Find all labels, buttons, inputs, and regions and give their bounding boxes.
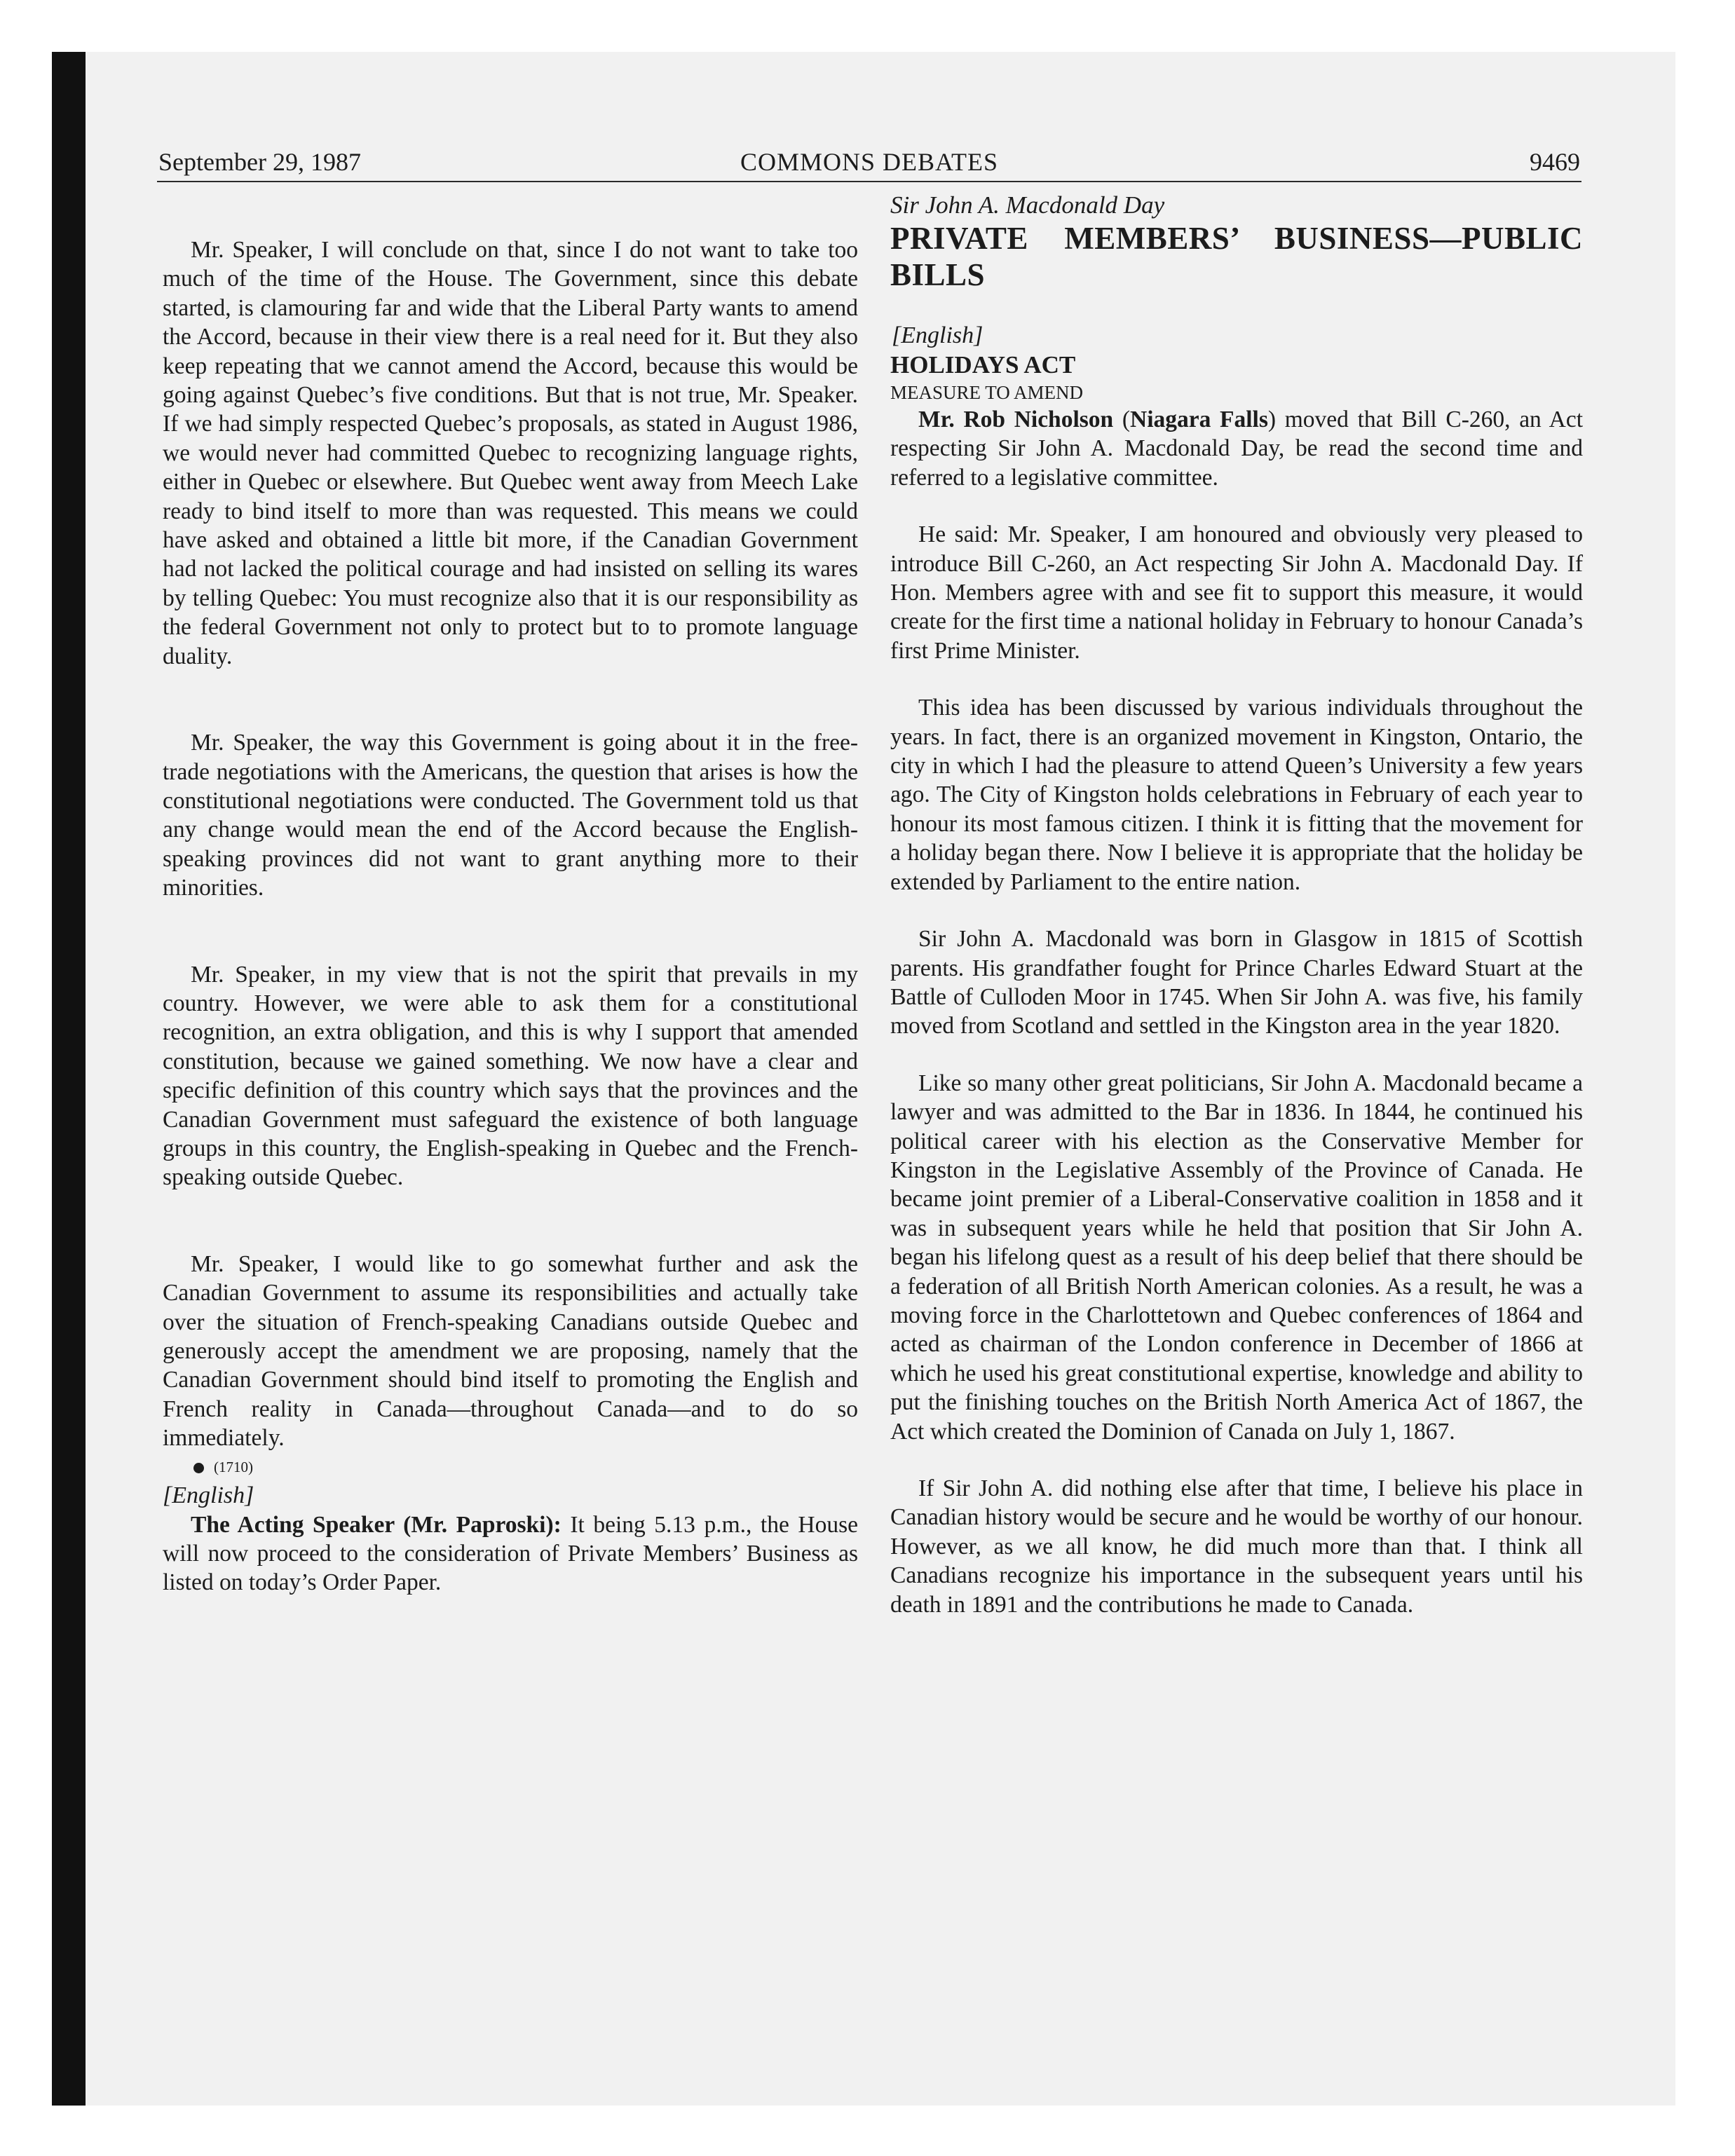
- language-tag: [English]: [892, 322, 984, 348]
- mover-name: Mr. Rob Nicholson: [918, 407, 1114, 432]
- paragraph: This idea has been discussed by various individuals throughout the years. In fact, there is an organized movement in Kingston, Ontario, the city in which I had the pleasure to attend Queen’s University a few years ago. The City of Kingston holds celebrations in February of each year to honour its most famous citizen. I think it is fitting that the movement for a holiday began there. Now I believe it is appropriate that the holiday be extended by Parliament to the entire nation.: [890, 695, 1583, 895]
- mover-riding: Niagara Falls: [1130, 407, 1268, 432]
- paragraph: He said: Mr. Speaker, I am honoured and obviously very pleased to introduce Bill C-260, an Act respecting Sir John A. Macdonald Day. If Hon. Members agree with and see fit to support this measure, it would create for the first time a national holiday in February to honour Canada’s first Prime Minister.: [890, 521, 1583, 664]
- paragraph: Like so many other great politicians, Sir John A. Macdonald became a lawyer and was admitted to the Bar in 1836. In 1844, he continued his political career with his election as the Conservative Member for Kingston in the Legislative Assembly of the Province of Canada. He became joint premier of a Liberal-Conservative coalition in 1858 and it was in subsequent years while he held that position that Sir John A. began his lifelong quest as a result of his deep belief that there should be a federation of all British North American colonies. As a result, he was a moving force in the Charlottetown and Quebec conferences of 1864 and acted as chairman of the London conference in December of 1866 at which he used his great constitutional expertise, knowledge and ability to put the finishing touches on the British North America Act of 1867, the Act which created the Dominion of Canada on July 1, 1867.: [890, 1070, 1583, 1445]
- left-column: [163, 191, 858, 1597]
- header-date: September 29, 1987: [158, 148, 361, 176]
- timestamp-marker: [163, 1453, 858, 1481]
- paragraph: Mr. Speaker, the way this Government is going about it in the free-trade negotiations with the Americans, the question that arises is how the constitutional negotiations were conducted. The Government told us that any change would mean the end of the Accord because the English-speaking provinces did not want to grant anything more to their minorities.: [163, 730, 858, 901]
- right-column: [890, 191, 1583, 1647]
- subject-heading: Sir John A. Macdonald Day: [890, 191, 1165, 219]
- speaker-name: The Acting Speaker (Mr. Paproski):: [191, 1511, 562, 1538]
- paragraph: Sir John A. Macdonald was born in Glasgow in 1815 of Scottish parents. His grandfather fought for Prince Charles Edward Stuart at the Battle of Culloden Moor in 1745. When Sir John A. was five, his family moved from Scotland and settled in the Kingston area in the year 1820.: [890, 926, 1583, 1039]
- section-title: PRIVATE MEMBERS’ BUSINESS—PUBLIC BILLS: [890, 221, 1583, 292]
- motion-paragraph: Mr. Rob Nicholson (Niagara Falls) moved that Bill C-260, an Act respecting Sir John A. Macdonald Day, be read the second time and referred to a legislative committee.: [890, 407, 1583, 491]
- speaker-paragraph: [163, 1510, 858, 1597]
- header-publication: COMMONS DEBATES: [740, 148, 999, 176]
- timestamp-text: (1710): [214, 1458, 253, 1475]
- scan-border: [52, 52, 86, 2106]
- paragraph: Mr. Speaker, I would like to go somewhat further and ask the Canadian Government to assume its responsibilities and actually take over the situation of French-speaking Canadians outside Quebec and generously accept the amendment we are proposing, namely that the Canadian Government should bind itself to promoting the English and French reality in Canada—throughout Canada—and to do so immediately.: [163, 1250, 858, 1452]
- speaker-text: It being 5.13 p.m., the House will now proceed to the consideration of Private Members’ Business as listed on today’s Order Paper.: [163, 1511, 858, 1596]
- language-tag: [English]: [163, 1482, 254, 1508]
- bullet-icon: [193, 1463, 204, 1473]
- paragraph: If Sir John A. did nothing else after that time, I believe his place in Canadian history would be secure and he would be worthy of our honour. However, as we all know, he did much more than that. I think all Canadians recognize his importance in the subsequent years until his death in 1891 and the contributions he made to Canada.: [890, 1475, 1583, 1618]
- motion-text: moved that Bill C-260, an Act respecting Sir John A. Macdonald Day, be read the second time and referred to a legislative committee.: [890, 407, 1583, 491]
- paragraph: Mr. Speaker, in my view that is not the spirit that prevails in my country. However, we were able to ask them for a constitutional recognition, an extra obligation, and this is why I support that amended constitution, because we gained something. We now have a clear and specific definition of this country which says that the provinces and the Canadian Government must safeguard the existence of both language groups in this country, the English-speaking in Quebec and the French-speaking outside Quebec.: [163, 961, 858, 1191]
- paragraph: Mr. Speaker, I will conclude on that, since I do not want to take too much of the time of the House. The Government, since this debate started, is clamouring far and wide that the Liberal Party wants to amend the Accord, because in their view there is a real need for it. But they also keep repeating that we cannot amend the Accord, because this would be going against Quebec’s five conditions. But that is not true, Mr. Speaker. If we had simply respected Quebec’s proposals, as stated in August 1986, we would never had committed Quebec to recognizing language rights, either in Quebec or elsewhere. But Quebec went away from Meech Lake ready to bind itself to more than was requested. This means we could have asked and obtained a little bit more, if the Canadian Government had not lacked the political courage and had insisted on selling its wares by telling Quebec: You must recognize also that it is our responsibility as the federal Government not only to protect but to to promote language duality.: [163, 237, 858, 669]
- act-title: HOLIDAYS ACT: [890, 351, 1076, 378]
- measure-label: MEASURE TO AMEND: [890, 382, 1084, 403]
- page-header: [157, 146, 1581, 182]
- header-page-number: 9469: [1530, 148, 1580, 176]
